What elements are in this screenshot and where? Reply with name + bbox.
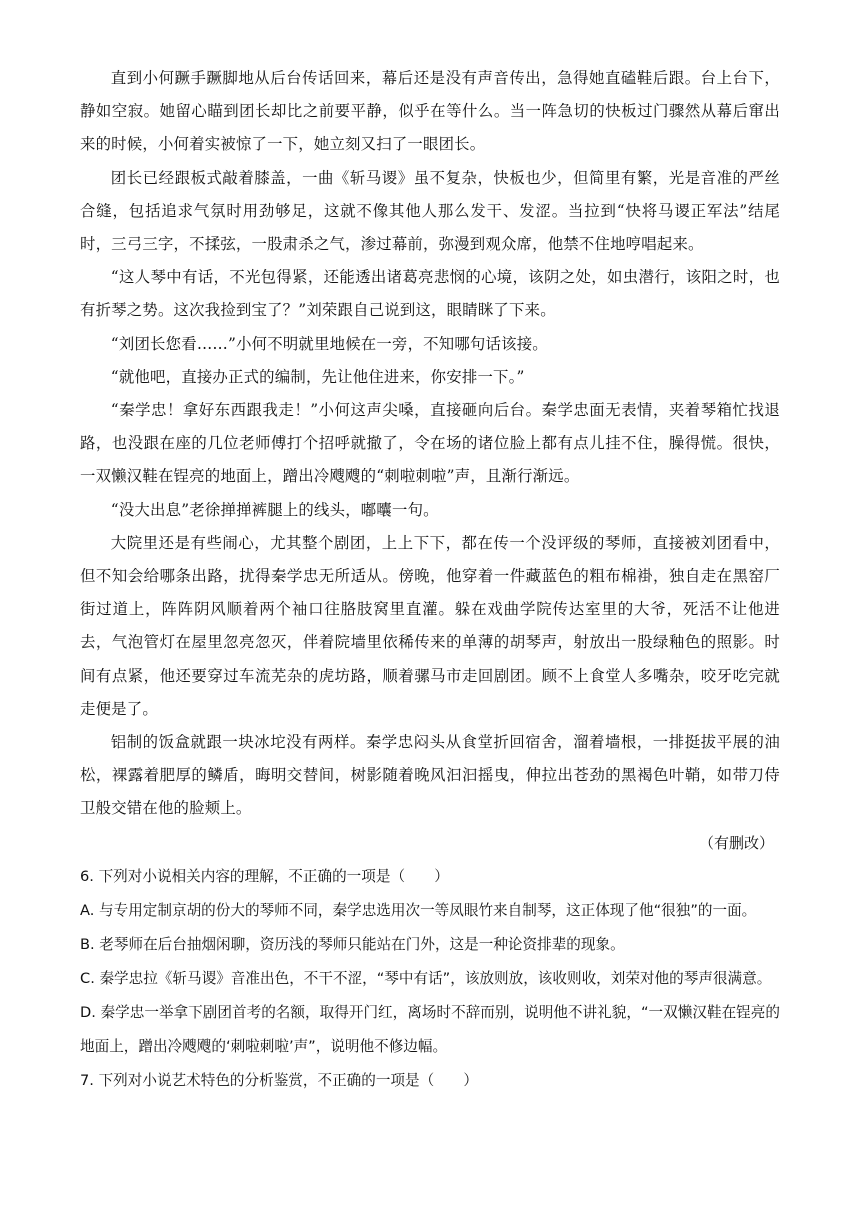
question-6-option-b: B. 老琴师在后台抽烟闲聊，资历浅的琴师只能站在门外，这是一种论资排辈的现象。: [80, 935, 625, 953]
passage-paragraph-1: 直到小何蹶手蹶脚地从后台传话回来，幕后还是没有声音传出，急得她直磕鞋后跟。台上台下，静如空寂。她留心瞄到团长却比之前要平静，似乎在等什么。当一阵急切的快板过门骤然从幕后窜出来的时候，小何着实被惊了一下，她立刻又扫了一眼团长。: [80, 69, 780, 154]
question-7-stem: 7. 下列对小说艺术特色的分析鉴赏，不正确的一项是（ ）: [80, 1071, 479, 1089]
passage-paragraph-5: “就他吧，直接办正式的编制，先让他住进来，你安排一下。”: [110, 367, 525, 386]
passage-paragraph-2: 团长已经跟板式敲着膝盖，一曲《斩马谡》虽不复杂，快板也少，但简里有繁，光是音准的严丝合缝，包括追求气氛时用劲够足，这就不像其他人那么发干、发涩。当拉到“快将马谡正军法”结尾时，三弓三字，不揉弦，一股肃杀之气，渗过幕前，弥漫到观众席，他禁不住地哼唱起来。: [80, 168, 780, 254]
question-6-stem: 6. 下列对小说相关内容的理解，不正确的一项是（ ）: [80, 867, 449, 885]
passage-paragraph-4: “刘团长您看……”小何不明就里地候在一旁，不知哪句话该接。: [110, 334, 548, 353]
question-6-option-c: C. 秦学忠拉《斩马谡》音准出色，不干不涩，“琴中有话”，该放则放，该收则收，刘荣对他的琴声很满意。: [80, 969, 772, 987]
passage-paragraph-9: 铝制的饭盒就跟一块冰坨没有两样。秦学忠闷头从食堂折回宿舍，溜着墙根，一排挺拔平展的油松，裸露着肥厚的鳞盾，晦明交替间，树影随着晚风汩汩摇曳，伸拉出苍劲的黑褐色叶鞘，如带刀侍卫般交错在他的脸颊上。: [80, 733, 780, 818]
source-note: （有删改）: [698, 833, 774, 852]
question-6-option-a: A. 与专用定制京胡的份大的琴师不同，秦学忠选用次一等凤眼竹来自制琴，这正体现了他“很独”的一面。: [80, 901, 757, 919]
document-page: [80, 62, 780, 1098]
passage-paragraph-6: “秦学忠！拿好东西跟我走！”小何这声尖嗓，直接砸向后台。秦学忠面无表情，夹着琴箱忙找退路，也没跟在座的几位老师傅打个招呼就撤了，令在场的诸位脸上都有点儿挂不住，臊得慌。很快，一双懒汉鞋在锃亮的地面上，蹭出冷飕飕的“刺啦刺啦”声，且渐行渐远。: [80, 401, 780, 486]
question-6-option-d: D. 秦学忠一举拿下剧团首考的名额，取得开门红，离场时不辞而别，说明他不讲礼貌，“一双懒汉鞋在锃亮的地面上，蹭出冷飕飕的‘刺啦刺啦’声”，说明他不修边幅。: [80, 1003, 780, 1055]
passage-paragraph-7: “没大出息”老徐掸掸裤腿上的线头，嘟囔一句。: [110, 500, 439, 519]
passage-paragraph-3: “这人琴中有话，不光包得紧，还能透出诸葛亮悲悯的心境，该阴之处，如虫潜行，该阳之时，也有折琴之势。这次我捡到宝了？”刘荣跟自己说到这，眼睛眯了下来。: [80, 268, 780, 320]
passage-paragraph-8: 大院里还是有些闹心，尤其整个剧团，上上下下，都在传一个没评级的琴师，直接被刘团看中，但不知会给哪条出路，扰得秦学忠无所适从。傍晚，他穿着一件藏蓝色的粗布棉褂，独自走在黑窑厂街过道上，阵阵阴风顺着两个袖口往胳肢窝里直灌。躲在戏曲学院传达室里的大爷，死活不让他进去，气泡管灯在屋里忽亮忽灭，伴着院墙里依稀传来的单薄的胡琴声，射放出一股绿釉色的照影。时间有点紧，他还要穿过车流芜杂的虎坊路，顺着骡马市走回剧团。顾不上食堂人多嘴杂，咬牙吃完就走便是了。: [80, 533, 780, 718]
